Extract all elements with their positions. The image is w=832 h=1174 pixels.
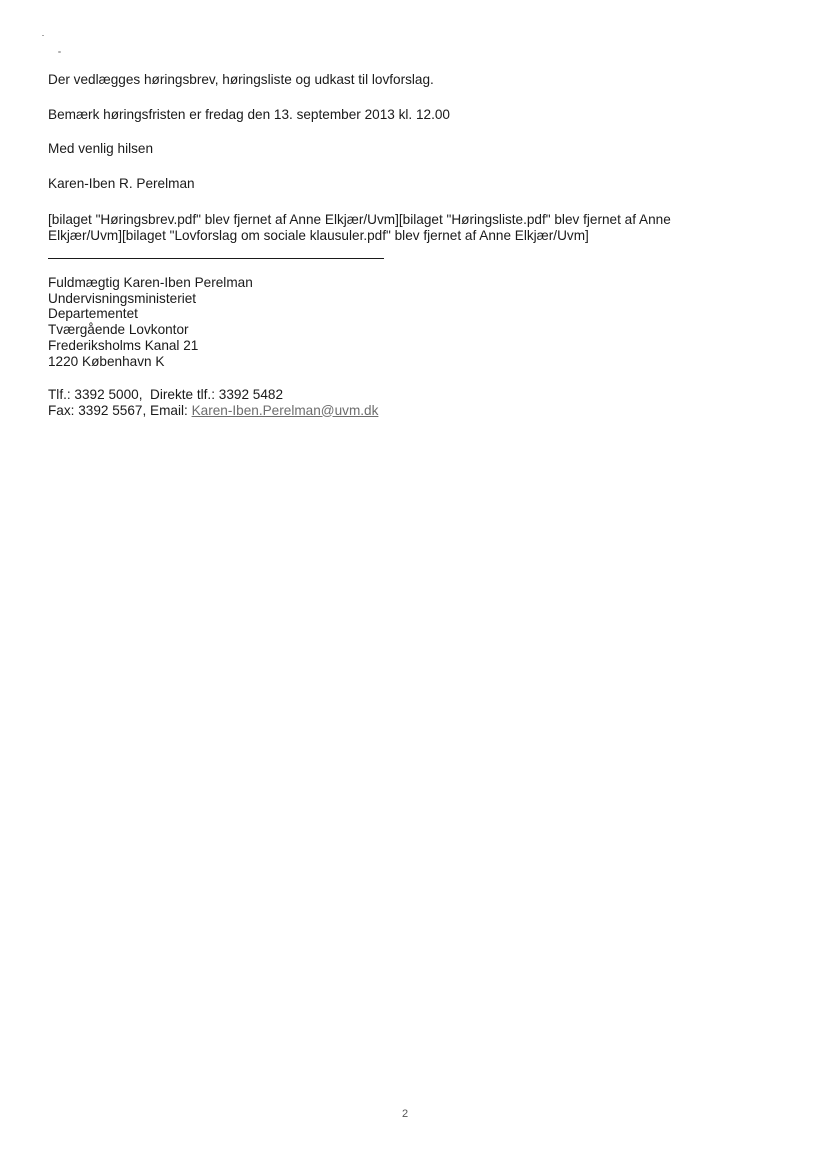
scan-speck — [58, 51, 61, 53]
email-link[interactable]: Karen-Iben.Perelman@uvm.dk — [191, 402, 379, 418]
fax-email-line — [48, 403, 378, 419]
signature-city: 1220 København K — [48, 353, 165, 369]
signature-ministry: Undervisningsministeriet — [48, 290, 197, 306]
signature-title-name: Fuldmægtig Karen-Iben Perelman — [48, 275, 253, 290]
attachments-line-2: Elkjær/Uvm][bilaget "Lovforslag om sociale klausuler.pdf" blev fjernet af Anne Elkjær/Uvm] — [48, 228, 589, 243]
signature-street: Frederiksholms Kanal 21 — [48, 337, 199, 353]
signature-department: Departementet — [48, 306, 138, 322]
phone-line: Tlf.: 3392 5000, Direkte tlf.: 3392 5482 — [48, 387, 284, 402]
signature-office: Tværgående Lovkontor — [48, 322, 189, 338]
greeting-text: Med venlig hilsen — [48, 141, 154, 156]
sender-name: Karen-Iben R. Perelman — [48, 176, 195, 191]
signature-divider — [48, 258, 384, 259]
contact-block — [48, 387, 378, 418]
attachments-line-1: [bilaget "Høringsbrev.pdf" blev fjernet af Anne Elkjær/Uvm][bilaget "Høringsliste.pdf" blev fjernet af Anne — [48, 212, 671, 227]
page-number: 2 — [401, 1108, 409, 1120]
deadline-text: Bemærk høringsfristen er fredag den 13. september 2013 kl. 12.00 — [48, 107, 450, 122]
signature-block — [48, 275, 253, 369]
intro-text: Der vedlægges høringsbrev, høringsliste og udkast til lovforslag. — [48, 72, 434, 87]
scan-speck — [42, 35, 44, 36]
fax-prefix: Fax: 3392 5567, Email: — [48, 402, 192, 418]
attachments-notice — [48, 212, 708, 244]
